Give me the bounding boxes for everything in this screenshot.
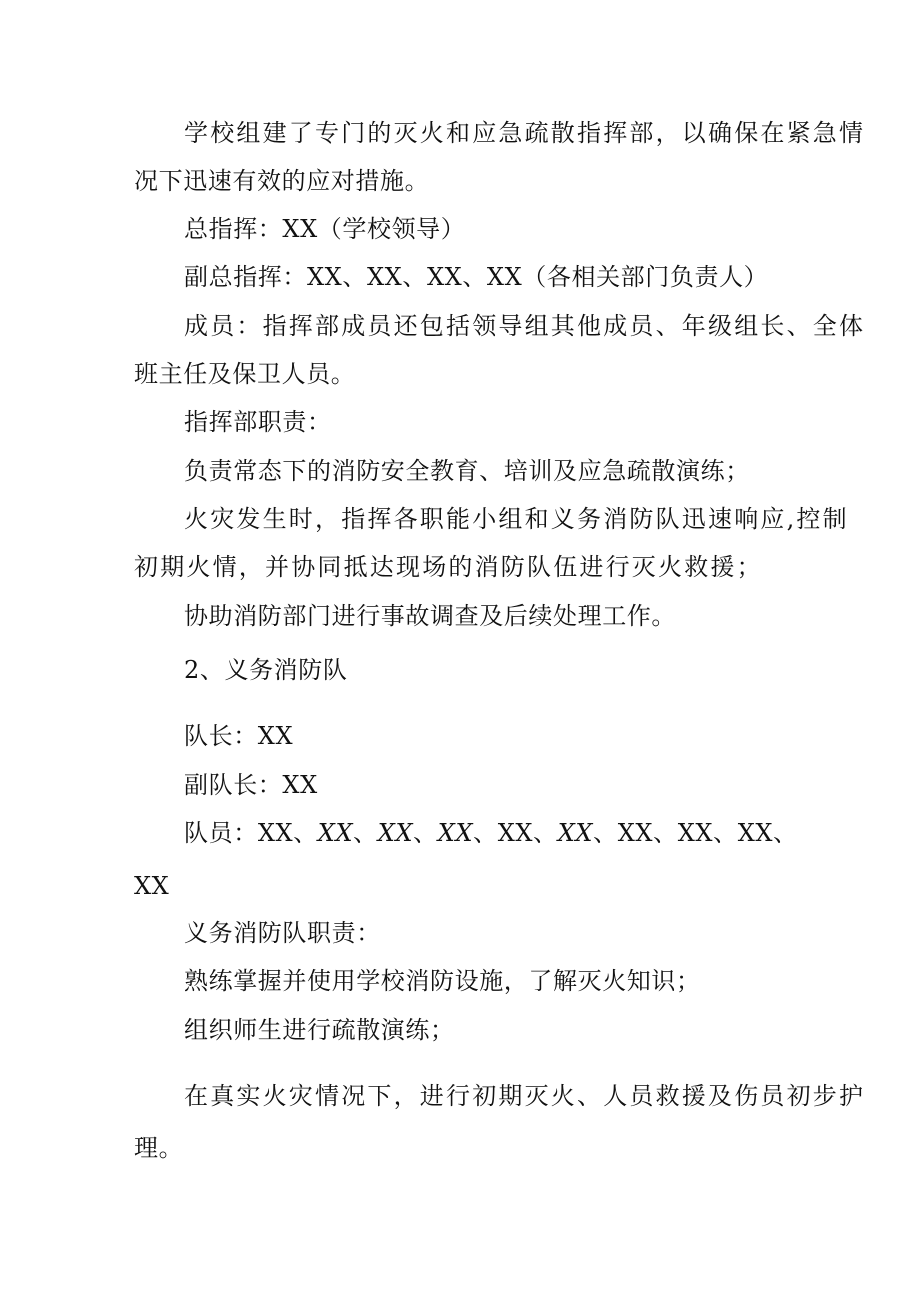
team-duties-heading: 义务消防队职责： [184, 919, 381, 947]
team-members-line: XX [134, 872, 170, 900]
member-name: XX [437, 819, 474, 847]
separator: 、 [473, 819, 498, 847]
team-members-label: 队员： [184, 819, 258, 847]
member-name: XX [317, 819, 354, 847]
section-heading: 2、义务消防队 [184, 656, 348, 684]
duty-item: 协助消防部门进行事故调查及后续处理工作。 [184, 602, 676, 630]
team-duty-item: 组织师生进行疏散演练； [184, 1016, 455, 1044]
separator: 、 [773, 819, 798, 847]
team-members-line [184, 818, 798, 848]
command-duties-heading: 指挥部职责： [184, 408, 332, 436]
commander-line: 总指挥：XX（学校领导） [184, 215, 466, 243]
vice-captain-line: 副队长：XX [184, 771, 318, 799]
team-duty-item: 熟练掌握并使用学校消防设施，了解灭火知识； [184, 967, 701, 995]
paragraph-line: 学校组建了专门的灭火和应急疏散指挥部，以确保在紧急情 [184, 119, 866, 147]
member-name: XX [377, 819, 414, 847]
deputy-commander-line: 副总指挥：XX、XX、XX、XX（各相关部门负责人） [184, 263, 769, 291]
paragraph-line: 况下迅速有效的应对措施。 [134, 167, 430, 195]
separator: 、 [353, 819, 378, 847]
member-name: XX [557, 819, 594, 847]
separator: 、 [713, 819, 738, 847]
members-line: 成员：指挥部成员还包括领导组其他成员、年级组长、全体 [184, 312, 866, 340]
captain-line: 队长：XX [184, 722, 294, 750]
team-duty-item: 理。 [134, 1134, 184, 1162]
duty-item: 初期火情，并协同抵达现场的消防队伍进行灭火救援； [134, 553, 763, 581]
member-name: XX [257, 819, 294, 847]
separator: 、 [593, 819, 618, 847]
team-duty-item: 在真实火灾情况下，进行初期灭火、人员救援及伤员初步护 [184, 1082, 866, 1110]
duty-item: 负责常态下的消防安全教育、培训及应急疏散演练； [184, 457, 750, 485]
members-line: 班主任及保卫人员。 [134, 360, 356, 388]
member-name: XX [617, 819, 654, 847]
separator: 、 [653, 819, 678, 847]
separator: 、 [533, 819, 558, 847]
separator: 、 [413, 819, 438, 847]
member-name: XX [677, 819, 714, 847]
separator: 、 [293, 819, 318, 847]
member-name: XX [497, 819, 534, 847]
member-name: XX [737, 819, 774, 847]
duty-item: 火灾发生时，指挥各职能小组和义务消防队迅速响应,控制 [184, 505, 849, 533]
